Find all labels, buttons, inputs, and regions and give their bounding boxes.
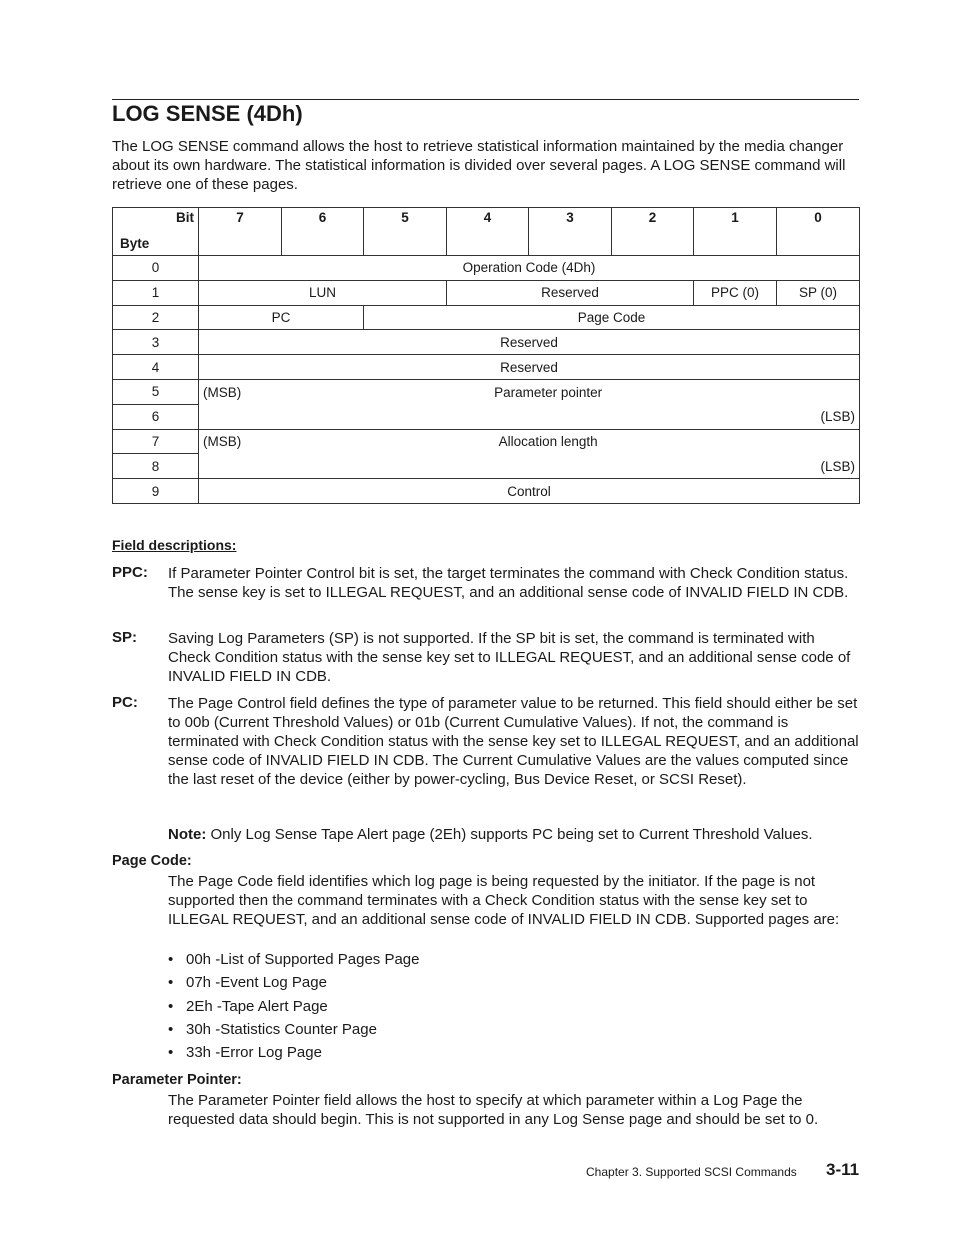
table-row <box>113 454 860 479</box>
header-rule <box>112 99 859 100</box>
bit-header: 5 <box>364 208 447 256</box>
cdb-table <box>112 207 860 504</box>
lun-cell: LUN <box>199 280 447 305</box>
lsb-label: (LSB) <box>820 458 855 474</box>
intro-paragraph: The LOG SENSE command allows the host to retrieve statistical information maintained by the media changer about its own hardware. The statistical information is divided over several pages. A LOG SENSE command will retrieve one of these pages. <box>112 138 846 193</box>
byte-number: 0 <box>113 256 199 281</box>
ppc-term: PPC: <box>112 564 148 581</box>
page-number: 3-11 <box>826 1160 860 1179</box>
parameter-pointer-label: Parameter pointer <box>494 384 603 400</box>
bit-label: Bit <box>176 210 194 225</box>
operation-code-cell: Operation Code (4Dh) <box>199 256 860 281</box>
bit-header: 1 <box>694 208 777 256</box>
list-item: • 30h -Statistics Counter Page <box>168 1020 377 1038</box>
lsb-label: (LSB) <box>820 408 855 424</box>
byte-number: 2 <box>113 305 199 330</box>
list-item-text: 33h -Error Log Page <box>186 1044 322 1062</box>
table-row <box>113 305 860 330</box>
byte-number: 7 <box>113 429 199 454</box>
msb-label: (MSB) <box>203 384 242 400</box>
pc-term: PC: <box>112 694 138 711</box>
list-item: • 2Eh -Tape Alert Page <box>168 997 328 1015</box>
list-item-text: 07h -Event Log Page <box>186 974 327 992</box>
table-row <box>113 256 860 281</box>
note-label: Note: <box>168 826 207 843</box>
parameter-pointer-cell-low <box>199 404 860 429</box>
byte-label: Byte <box>120 236 150 251</box>
reserved-cell: Reserved <box>199 355 860 380</box>
parameter-pointer-description: The Parameter Pointer field allows the host to specify at which parameter within a Log Page the requested data should begin. This is not supported in any Log Sense page and should be set to 0. <box>168 1092 819 1128</box>
reserved-cell: Reserved <box>199 330 860 355</box>
list-item: • 00h -List of Supported Pages Page <box>168 951 420 968</box>
parameter-pointer-term: Parameter Pointer: <box>112 1072 242 1088</box>
list-item-text: 2Eh -Tape Alert Page <box>186 997 328 1015</box>
pc-description: The Page Control field defines the type of parameter value to be returned. This field should either be set to 00b (Current Threshold Values) or 01b (Current Cumulative Values). If not, the command is terminated with Check Condition status with the sense key set to ILLEGAL REQUEST, and an additional sense code of INVALID FIELD IN CDB. The Current Cumulative Values are the values computed since the last reset of the device (either by power-cycling, Bus Device Reset, or SCSI Reset). <box>168 695 859 788</box>
sp-description: Saving Log Parameters (SP) is not supported. If the SP bit is set, the command is terminated with Check Condition status with the sense key set to ILLEGAL REQUEST, and an additional sense code of INVALID FIELD IN CDB. <box>168 630 851 685</box>
table-row <box>113 379 860 404</box>
table-row <box>113 280 860 305</box>
reserved-cell: Reserved <box>447 280 694 305</box>
list-item: • 33h -Error Log Page <box>168 1044 322 1062</box>
page-code-description: The Page Code field identifies which log page is being requested by the initiator. If the page is not supported then the command terminates with a Check Condition status with the sense key set to ILLEGAL REQUEST, and an additional sense code of INVALID FIELD IN CDB. Supported pages are: <box>168 873 840 928</box>
byte-number: 9 <box>113 479 199 504</box>
bit-header: 7 <box>199 208 282 256</box>
bit-header: 0 <box>777 208 860 256</box>
table-row <box>113 429 860 454</box>
table-row <box>113 404 860 429</box>
table-row <box>113 479 860 504</box>
field-descriptions-heading: Field descriptions: <box>112 537 237 553</box>
allocation-length-cell <box>199 429 860 454</box>
byte-number: 3 <box>113 330 199 355</box>
pc-note <box>168 825 860 844</box>
bit-header: 2 <box>612 208 694 256</box>
bit-header: 3 <box>529 208 612 256</box>
byte-number: 4 <box>113 355 199 380</box>
note-text: Only Log Sense Tape Alert page (2Eh) supports PC being set to Current Threshold Values. <box>210 826 813 843</box>
page-title: LOG SENSE (4Dh) <box>112 101 303 126</box>
table-row <box>113 355 860 380</box>
page-code-cell: Page Code <box>364 305 860 330</box>
table-corner-cell <box>113 208 199 256</box>
list-item-text: 30h -Statistics Counter Page <box>186 1020 377 1038</box>
sp-term: SP: <box>112 629 138 646</box>
list-item-text: 00h -List of Supported Pages Page <box>186 951 420 968</box>
bit-header: 4 <box>447 208 529 256</box>
page-code-term: Page Code: <box>112 853 192 869</box>
byte-number: 1 <box>113 280 199 305</box>
control-cell: Control <box>199 479 860 504</box>
supported-pages-list <box>168 950 420 1066</box>
parameter-pointer-cell <box>199 379 860 404</box>
allocation-length-cell-low <box>199 454 860 479</box>
ppc-description: If Parameter Pointer Control bit is set, the target terminates the command with Check Condition status. The sense key is set to ILLEGAL REQUEST, and an additional sense code of INVALID FIELD IN CDB. <box>168 565 849 601</box>
byte-number: 8 <box>113 454 199 479</box>
byte-number: 5 <box>113 379 199 404</box>
msb-label: (MSB) <box>203 434 242 450</box>
list-item: • 07h -Event Log Page <box>168 974 327 992</box>
table-row <box>113 330 860 355</box>
ppc-cell: PPC (0) <box>694 280 777 305</box>
table-header-row <box>113 208 860 256</box>
pc-cell: PC <box>199 305 364 330</box>
byte-number: 6 <box>113 404 199 429</box>
sp-cell: SP (0) <box>777 280 860 305</box>
allocation-length-label: Allocation length <box>498 434 598 450</box>
bit-header: 6 <box>282 208 364 256</box>
footer-chapter: Chapter 3. Supported SCSI Commands <box>586 1165 797 1179</box>
